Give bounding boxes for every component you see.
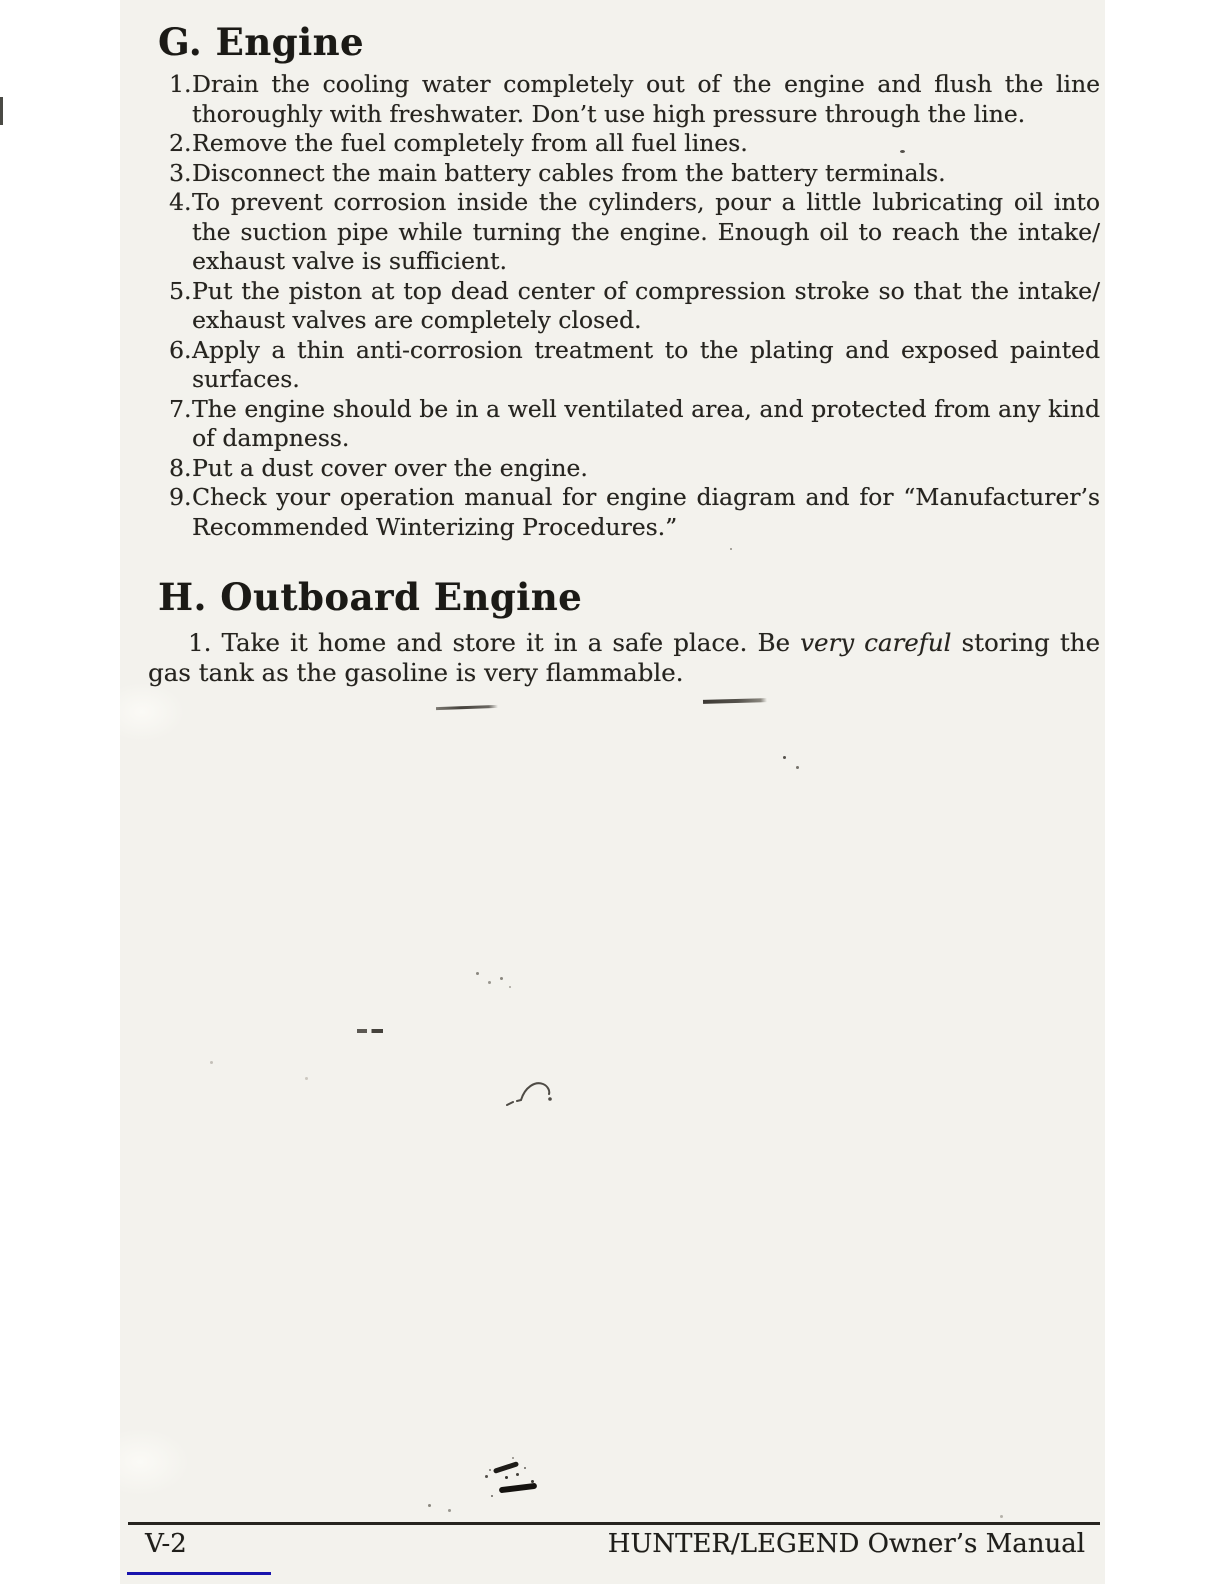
ink-speck <box>448 1509 451 1512</box>
list-item <box>169 159 1100 189</box>
list-item-number: 6. <box>169 335 192 364</box>
ink-smudge-dash <box>436 705 498 710</box>
ink-splatter <box>485 1455 549 1511</box>
list-item-number: 3. <box>169 158 192 187</box>
list-item-number: 4. <box>169 188 192 216</box>
list-item <box>169 129 1100 159</box>
outboard-text-before: 1. Take it home and store it in a safe place. Be <box>188 628 801 657</box>
list-item-number: 5. <box>169 276 192 305</box>
outboard-paragraph <box>148 628 1100 688</box>
ink-speck <box>476 972 479 975</box>
list-item-text: Check your operation manual for engine diagram and for “Manufacturer’s Recommended Winterizing Procedures.” <box>192 483 1100 541</box>
section-heading-outboard-engine: H. Outboard Engine <box>158 575 583 619</box>
list-item <box>169 336 1100 395</box>
list-item-text: Put the piston at top dead center of compression stroke so that the intake/ exhaust valves are completely closed. <box>192 276 1100 334</box>
list-item-number: 9. <box>169 483 192 511</box>
ink-speck <box>796 766 799 769</box>
list-item-text: Put a dust cover over the engine. <box>192 453 588 482</box>
ink-speck <box>509 986 511 988</box>
list-item-text: Disconnect the main battery cables from the battery terminals. <box>192 158 946 187</box>
page-footer <box>128 1522 1100 1560</box>
ink-smudge-dash <box>357 1029 383 1033</box>
pen-scratch-curve <box>505 1078 557 1108</box>
list-item <box>169 454 1100 484</box>
list-item <box>169 188 1100 277</box>
list-item-text: To prevent corrosion inside the cylinders, pour a little lubricating oil into the suction pipe while turning the engine. Enough oil to reach the intake/ exhaust valve is sufficient. <box>192 188 1100 275</box>
list-item <box>169 483 1100 542</box>
ink-speck <box>783 756 786 759</box>
ink-speck <box>730 548 732 550</box>
list-item-text: Drain the cooling water completely out of the engine and flush the line thoroughly with freshwater. Don’t use high pressure through the line. <box>192 70 1100 128</box>
ink-speck <box>500 977 503 980</box>
ink-speck <box>305 1077 308 1080</box>
list-item <box>169 395 1100 454</box>
ink-smudge-dash <box>703 698 767 703</box>
list-item-number: 1. <box>169 70 192 98</box>
ink-speck <box>1000 1515 1003 1518</box>
manual-title: HUNTER/LEGEND Owner’s Manual <box>607 1529 1085 1559</box>
list-item-text: Apply a thin anti-corrosion treatment to the plating and exposed painted surfaces. <box>192 335 1100 393</box>
blue-link-underline-artifact <box>127 1572 271 1575</box>
scan-edge-mark <box>0 97 3 125</box>
list-item-number: 8. <box>169 453 192 482</box>
list-item-number: 7. <box>169 394 192 423</box>
list-item <box>169 277 1100 336</box>
list-item-number: 2. <box>169 129 192 157</box>
page-number: V-2 <box>145 1529 187 1559</box>
list-item-text: The engine should be in a well ventilated area, and protected from any kind of dampness. <box>192 394 1100 452</box>
outboard-text-italic: very careful <box>800 628 952 657</box>
ink-speck <box>428 1504 431 1507</box>
list-item <box>169 70 1100 129</box>
ink-speck <box>488 981 491 984</box>
section-heading-engine: G. Engine <box>158 20 365 64</box>
ink-speck <box>210 1061 213 1064</box>
ink-speck <box>900 150 905 153</box>
list-item-text: Remove the fuel completely from all fuel lines. <box>192 129 748 157</box>
manual-paper <box>120 0 1105 1584</box>
outboard-text-after: storing the gas tank as the gasoline is very flammable. <box>148 628 1100 687</box>
engine-winterizing-list <box>169 70 1100 542</box>
